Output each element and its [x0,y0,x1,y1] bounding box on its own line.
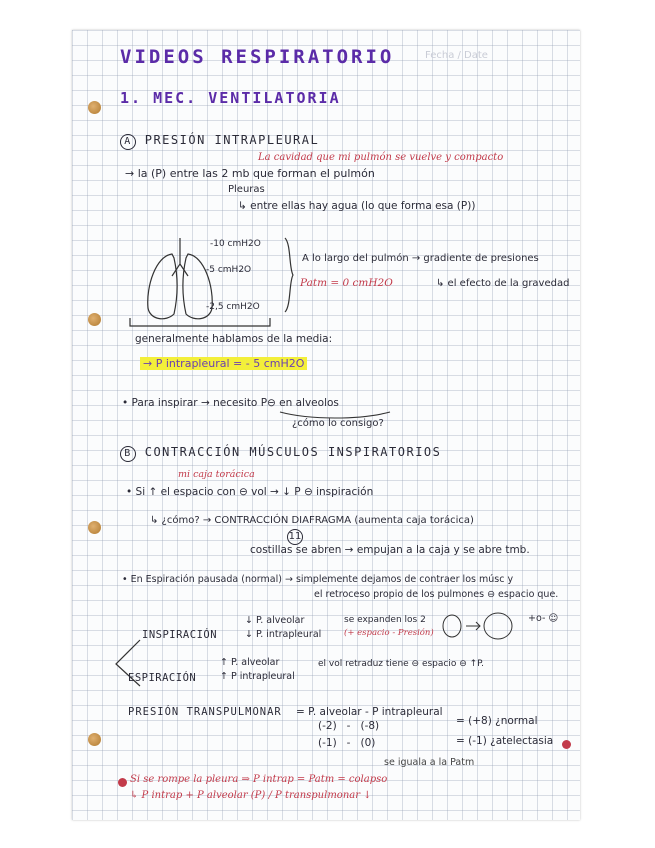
binder-hole-3 [88,521,101,534]
binder-hole-2 [88,313,101,326]
transpulmonar-result-2: = (-1) ¿atelectasia [456,735,554,747]
lung-label-top: -10 cmH2O [210,239,261,249]
gradient-line: A lo largo del pulmón → gradiente de presiones [302,253,539,264]
expiration-line-1: • En Espiración pausada (normal) → simplemente dejamos de contraer los músc y [122,574,514,585]
inspire-line: • Para inspirar → necesito P⊖ en alveolos [122,397,339,409]
inspiracion-label: INSPIRACIÓN [142,629,218,641]
circle-11: 11 [287,529,303,545]
pleura-sub: Pleuras [228,184,265,195]
insp-side-note: +o- ☺ [528,613,559,624]
transpulmonar-row-2: (-1) - (0) [318,737,376,749]
section-a-title: PRESIÓN INTRAPLEURAL [144,133,320,147]
date-field: Fecha / Date [425,50,488,61]
red-marker-dot [562,740,571,749]
transpulmonar-row-1: (-2) - (-8) [318,720,380,732]
diaphragm-marker [287,529,303,545]
binder-hole-1 [88,101,101,114]
lung-label-bottom: -2,5 cmH2O [206,302,260,312]
binder-hole-4 [88,733,101,746]
lung-expansion-sketch [440,612,520,642]
section-a-note: La cavidad que mi pulmón se vuelve y compacto [258,152,504,163]
ribs-line: costillas se abren → empujan a la caja y se abre tmb. [250,544,530,556]
collapse-consequence-line: ↳ P intrap + P alveolar (P) / P transpulmonar ↓ [130,790,372,801]
section-b-marker: B [120,446,136,462]
patm-value: Patm = 0 cmH2O [300,277,393,289]
right-brace [283,238,295,312]
section-b-note: mi caja torácica [178,469,255,480]
espiracion-label: ESPIRACIÓN [128,672,197,684]
esp-note: el vol retraduz tiene ⊖ espacio ⊖ ↑P. [318,659,485,669]
lung-label-mid: -5 cmH2O [206,265,252,275]
intrapleural-pressure [140,358,307,370]
insp-intrapleural: ↓ P. intrapleural [245,629,322,640]
transpulmonar-result-1: = (+8) ¿normal [456,715,538,727]
patm-equal-note: se iguala a la Patm [384,757,475,768]
pleura-line: → la (P) entre las 2 mb que forman el pulmón [125,167,375,180]
transpulmonar-formula: = P. alveolar - P intrapleural [296,706,443,718]
water-line: ↳ entre ellas hay agua (lo que forma esa (P)) [238,200,476,212]
gravity-line: ↳ el efecto de la gravedad [436,278,570,289]
section-a-marker: A [120,134,136,150]
esp-intrapleural: ↑ P intrapleural [220,671,295,682]
section-b-heading [120,446,441,462]
section-a-heading [120,134,319,150]
mean-note: generalmente hablamos de la media: [135,333,333,345]
question-line: ¿cómo lo consigo? [292,418,384,429]
highlighted-value: → P intrapleural = - 5 cmH2O [140,357,307,370]
diaphragm-line: ↳ ¿cómo? → CONTRACCIÓN DIAFRAGMA (aumenta caja torácica) [150,515,474,526]
insp-expand-note-red: (+ espacio - Presión) [344,628,434,638]
bottom-bracket [130,318,270,330]
insp-alveolar: ↓ P. alveolar [245,615,305,626]
pleura-rupture-line: Si se rompe la pleura ⇒ P intrap = Patm = colapso [130,774,388,785]
section-title: 1. MEC. VENTILATORIA [120,89,341,107]
volume-line: • Si ↑ el espacio con ⊖ vol → ↓ P ⊖ inspiración [126,486,374,498]
branch-lines [112,640,142,700]
esp-alveolar: ↑ P. alveolar [220,657,280,668]
transpulmonar-label: PRESIÓN TRANSPULMONAR [128,706,282,718]
section-b-title: CONTRACCIÓN MÚSCULOS INSPIRATORIOS [144,445,442,459]
page-title: VIDEOS RESPIRATORIO [120,46,395,68]
footer-red-dot [118,778,127,787]
insp-expand-note: se expanden los 2 [344,615,426,625]
expiration-line-2: el retroceso propio de los pulmones ⊖ espacio que. [314,589,559,600]
